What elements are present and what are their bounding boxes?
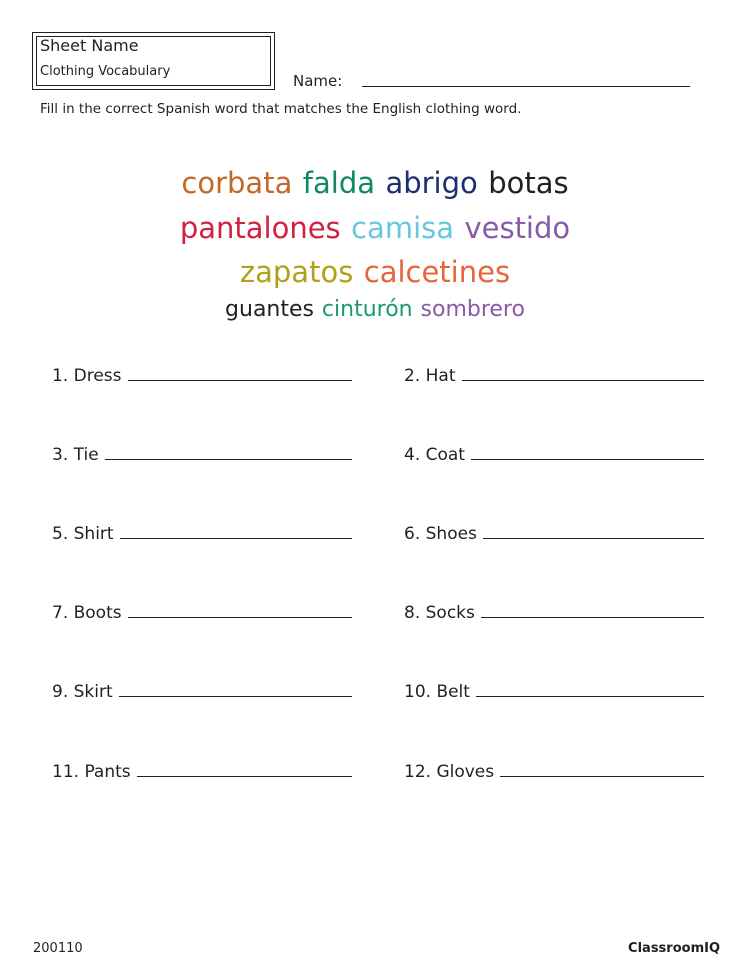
answer-item-label: 8. Socks [404,603,475,623]
answer-item [52,603,352,623]
word-bank-row [0,166,750,200]
word-bank-word: calcetines [363,255,511,289]
answer-item-label: 5. Shirt [52,524,114,544]
answer-item-label: 4. Coat [404,445,465,465]
answer-item-label: 2. Hat [404,366,456,386]
word-bank-word: botas [488,166,569,200]
answer-item [52,682,352,702]
answer-item-label: 7. Boots [52,603,122,623]
word-bank-word: sombrero [420,297,525,322]
word-bank-row [0,297,750,322]
answer-item [52,762,352,782]
answer-item [404,366,704,386]
answer-blank[interactable] [120,538,352,539]
answer-blank[interactable] [476,696,704,697]
answer-item [404,603,704,623]
sheet-title: Sheet Name [40,36,139,55]
sheet-subtitle: Clothing Vocabulary [40,64,171,79]
answer-blank[interactable] [483,538,704,539]
word-bank-word: guantes [225,297,315,322]
brand-name: ClassroomIQ [628,941,720,956]
answer-item [404,524,704,544]
answer-item [404,445,704,465]
answer-blank[interactable] [462,380,705,381]
answer-item-label: 11. Pants [52,762,131,782]
answer-item [52,524,352,544]
answer-item [52,445,352,465]
answer-item-label: 12. Gloves [404,762,495,782]
name-label: Name: [293,72,343,90]
answer-item [404,682,704,702]
answer-blank[interactable] [137,776,352,777]
word-bank-word: zapatos [239,255,354,289]
answer-blank[interactable] [119,696,352,697]
answer-blank[interactable] [128,617,352,618]
worksheet-id: 200110 [33,941,83,956]
answer-item [404,762,704,782]
name-input-line[interactable] [362,86,690,87]
word-bank-word: vestido [464,211,571,245]
word-bank-word: corbata [181,166,293,200]
answer-item-label: 6. Shoes [404,524,477,544]
word-bank-word: camisa [351,211,455,245]
answer-blank[interactable] [481,617,704,618]
word-bank-row [0,211,750,245]
word-bank-word: pantalones [179,211,341,245]
answer-blank[interactable] [128,380,352,381]
word-bank-row [0,255,750,289]
answer-blank[interactable] [471,459,704,460]
sheet-name-box [32,32,275,90]
answer-item-label: 9. Skirt [52,682,113,702]
answer-blank[interactable] [105,459,352,460]
word-bank-word: abrigo [385,166,478,200]
word-bank-word: cinturón [321,297,413,322]
answer-item-label: 3. Tie [52,445,99,465]
answer-item-label: 1. Dress [52,366,122,386]
answer-item [52,366,352,386]
answer-item-label: 10. Belt [404,682,470,702]
answer-blank[interactable] [500,776,704,777]
word-bank-word: falda [302,166,375,200]
instructions: Fill in the correct Spanish word that matches the English clothing word. [40,101,522,117]
